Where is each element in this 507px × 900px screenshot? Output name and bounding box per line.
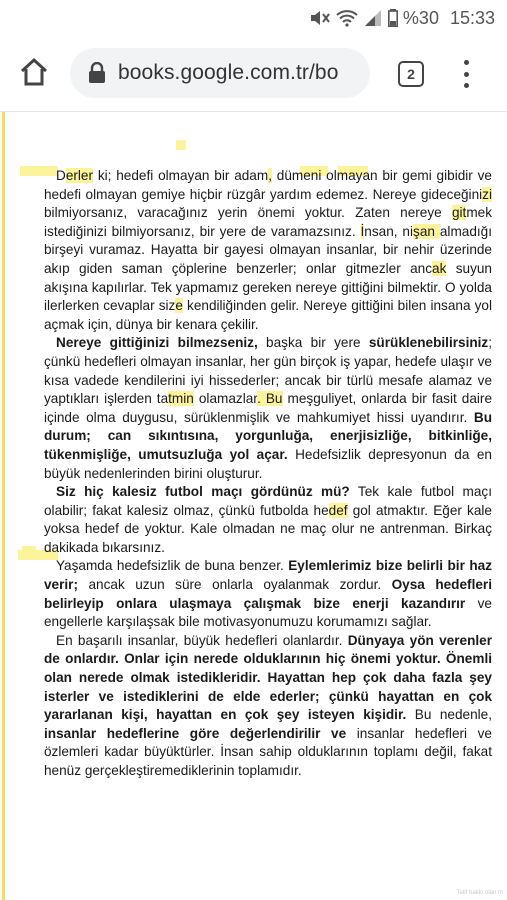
book-text (44, 167, 492, 781)
paragraph: En başarılı insanlar, büyük hedefleri olanlardır. Dünyaya yön verenler de onlardır. Onlar için nerede olduklarının hiç önemi yoktur. Önemli olan nerede olmak istedikleridir. Hayattan hep çok daha fazla şey isterler ve istediklerini de elde ederler; çünkü hayattan en çok yararlanan kişi, hayattan en çok şey isteyen kişidir. Bu nedenle, insanlar hedeflerine göre değerlendirilir ve insanlar hedefleri ve özlemleri kadar büyüktürler. İnsan sahip olduklarının toplamı değil, fakat henüz gerçekleştiremediklerinin toplamıdır. (44, 632, 492, 778)
highlighted-text: erler (65, 168, 94, 183)
battery-icon (388, 9, 398, 27)
bold-text: Oysa hedefleri belirleyip onlara ulaşmaya çalışmak bize enerji kazandırır (44, 577, 492, 611)
mute-icon (309, 9, 331, 27)
highlighted-text: . Bu (257, 391, 283, 407)
home-icon (18, 56, 50, 88)
address-bar[interactable] (70, 48, 370, 98)
bold-text: Dünyaya yön verenler de onlardır. Onlar için nerede olduklarının hiç önemi yoktur. Önemli olan nerede olmak istedikleridir. Hayattan hep çok daha fazla şey isterler ve istediklerini de elde ederler; çünkü hayattan en çok yararlanan kişi, hayattan en çok şey isteyen kişidir. (44, 632, 492, 723)
tab-switcher-button[interactable] (398, 61, 424, 87)
browser-toolbar (0, 36, 507, 112)
bold-text: Nereye gittiğinizi bilmezseniz, (56, 335, 258, 351)
paragraph: Nereye gittiğinizi bilmezseniz, başka bir yere sürüklenebilirsiniz; çünkü hedefleri olmayan insanlar, her gün birçok iş yapar, hedefe ulaşır ve kısa vadede kendilerini iyi hissederler; ancak bir türlü mesafe alamaz ve yaptıkları işlerden tatmin olamazlar. Bu meşguliyet, onlarda bir fasit daire içinde olma duygusu, sürüklenmişlik ve mahkumiyet hissi uyandırır. Bu durum; can sıkıntısına, yorgunluğa, enerjisizliğe, bitkinliğe, tükenmişliğe, umutsuzluğa yol açar. Hedefsizlik depresyonun da en büyük nedenlerinden birini oluşturur. (44, 335, 493, 481)
clock: 15:33 (449, 7, 495, 28)
page-edge (2, 112, 5, 900)
battery-percent: %30 (402, 7, 439, 28)
bold-text: Siz hiç kalesiz futbol maçı gördünüz mü? (56, 484, 350, 500)
highlight-mark (176, 140, 186, 150)
highlighted-text: git (451, 205, 467, 221)
paragraph: Yaşamda hedefsizlik de buna benzer. Eylemlerimiz bize belirli bir haz verir; ancak uzun süre onlarla oyalanmak zordur. Oysa hedefleri belirleyip onlara ulaşmaya çalışmak bize enerji kazandırır ve engellerle karşılaşsak bile motivasyonumuzu korumamızı sağlar. (44, 558, 492, 630)
highlighted-text: def (328, 502, 348, 518)
highlighted-text: e (175, 298, 183, 314)
highlighted-text: ak (432, 260, 447, 276)
bold-text: Eylemlerimiz bize belirli bir haz verir; (44, 558, 492, 593)
tab-count: 2 (407, 66, 415, 82)
signal-icon (363, 9, 383, 27)
paragraph: Derler ki; hedefi olmayan bir adam, dümeni olmayan bir gemi gibidir ve hedefi olmayan gemiye hiçbir rüzgâr yardım edemez. Nereye gideceğinizi bilmiyorsanız, varacağınız yerin önemi yoktur. Zaten nereye gitmek istediğinizi bilmiyorsanız, bir yere de varamazsınız. İnsan, nişan almadığı birşeyi vuramaz. Hayatta bir gayesi olmayan insanlar, bir nehir üzerinde akıp giden saman çöplerine benzerler; onlar gitmezler ancak suyun akışına kapılırlar. Tek yapmamız gereken nereye gittiğini bilmektir. O yolda ilerlerken cevaplar size kendiliğinden gelir. Nereye gittiğini bilen insana yol açmak için, dünya bir kenara çekilir. (44, 168, 492, 332)
copyright-watermark: Telif hakkı olan m (456, 890, 503, 896)
menu-dot-icon (464, 60, 469, 65)
paragraph: Siz hiç kalesiz futbol maçı gördünüz mü? Tek kale futbol maçı olabilir; fakat kalesiz olmaz, çünkü futbolda hedef gol atmaktır. Eğer kale yoksa hedef de yoktur. Kale olmadan ne maç olur ne antrenman. Birkaç dakikada bıkarsınız. (44, 484, 492, 555)
menu-dot-icon (464, 83, 469, 88)
book-page[interactable] (0, 112, 507, 900)
highlighted-text: şan (413, 223, 440, 239)
highlighted-text: zi (482, 186, 492, 202)
menu-dot-icon (464, 72, 469, 77)
lock-icon (88, 62, 106, 84)
home-button[interactable] (18, 56, 50, 88)
highlighted-text: İ (360, 223, 365, 239)
bold-text: insanlar hedeflerine göre değerlendirilir ve (44, 725, 347, 741)
url-text: books.google.com.tr/bo (118, 61, 339, 84)
bold-text: Bu durum; can sıkıntısına, yorgunluğa, enerjisizliğe, bitkinliğe, tükenmişliğe, umutsuzluğa yol açar. (44, 409, 492, 462)
bold-text: sürüklenebilirsiniz (368, 335, 489, 351)
highlighted-text: tmin (168, 391, 194, 407)
wifi-icon (336, 9, 358, 27)
highlighted-text: , (268, 168, 272, 183)
status-bar (0, 0, 507, 36)
overflow-menu-button[interactable] (459, 58, 473, 90)
